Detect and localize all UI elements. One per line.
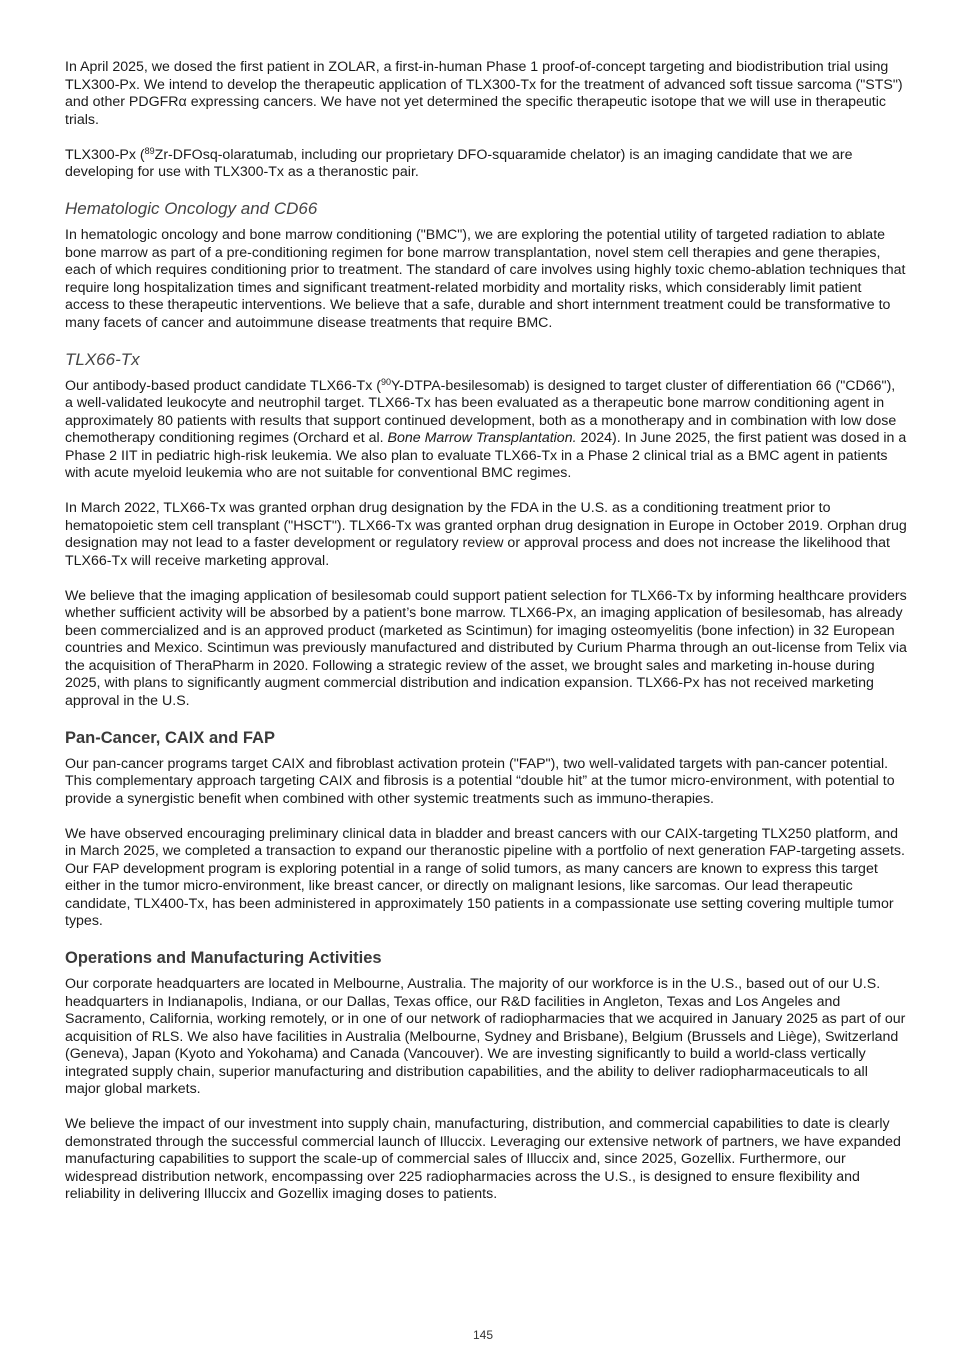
paragraph-pan-cancer: Our pan-cancer programs target CAIX and fibroblast activation protein ("FAP"), two well-validated targets with pan-cancer potential. This complementary approach targeting CAIX and fibrosis is a potential “double hit” at the tumor micro-environment, with potential to provide a synergistic benefit when combined with other systemic treatments such as immuno-therapies. [65, 755, 895, 807]
paragraph-besilesomab: We believe that the imaging application of besilesomab could support patient selection for TLX66-Tx by informing healthcare providers whether sufficient activity will be absorbed by a patient’s bone marrow. TLX66-Px, an imaging application of besilesomab, has already been commercialized and is an approved product (marketed as Scintimun) for imaging osteomyelitis (bone infection) in 32 European countries and Mexico. Scintimun was previously manufactured and distributed by Curium Pharma through an out-license from Telix via the acquisition of TheraPharm in 2020. Following a strategic review of the asset, we brought sales and marketing in-house during 2025, with plans to significantly augment commercial distribution and indication expansion. TLX66-Px has not received marketing approval in the U.S. [65, 587, 907, 709]
paragraph-fap: We have observed encouraging preliminary clinical data in bladder and breast cancers with our CAIX-targeting TLX250 platform, and in March 2025, we completed a transaction to expand our theranostic pipeline with a portfolio of next generation FAP-targeting assets. Our FAP development program is exploring potential in a range of solid tumors, as many cancers are known to express this target either in the tumor micro-environment, like breast cancer, or directly on malignant lesions, like sarcomas. Our lead therapeutic candidate, TLX400-Tx, has been administered in approximately 150 patients in a compassionate use setting covering multiple tumor types. [65, 825, 905, 929]
text: TLX300-Px ( [65, 146, 145, 163]
paragraph-headquarters: Our corporate headquarters are located in Melbourne, Australia. The majority of our workforce is in the U.S., based out of our U.S. headquarters in Indianapolis, Indiana, or our Dallas, Texas office, our R&D facilities in Angleton, Texas and Los Angeles and Sacramento, California, working remotely, or in one of our network of radiopharmacies that we acquired in January 2025 as part of our acquisition of RLS. We also have facilities in Australia (Melbourne, Sydney and Brisbane), Belgium (Brussels and Liège), Switzerland (Geneva), Japan (Kyoto and Yokohama) and Canada (Vancouver). We are investing significantly to build a world-class vertically integrated supply chain, superior manufacturing and distribution capabilities, and the ability to deliver radiopharmaceuticals to all major global markets. [65, 976, 906, 1097]
citation-journal: Bone Marrow Transplantation. [387, 430, 577, 446]
paragraph-bmc: In hematologic oncology and bone marrow conditioning ("BMC"), we are exploring the potential utility of targeted radiation to ablate bone marrow as part of a pre-conditioning regimen for bone marrow transplantation, novel stem cell therapies and gene therapies, each of which requires conditioning prior to treatment. The standard of care involves using highly toxic chemo-ablation techniques that require long hospitalization times and significant treatment-related morbidity and mortality risks, which considerably limit patient access to these therapeutic interventions. We believe that a safe, durable and short internment treatment could be transformative to many facets of cancer and autoimmune disease treatments that require BMC. [65, 227, 906, 331]
paragraph-tlx300-px [65, 147, 907, 182]
page-number: 145 [472, 1328, 494, 1342]
heading-operations: Operations and Manufacturing Activities [65, 949, 382, 967]
text: Our antibody-based product candidate TLX66-Tx ( [65, 377, 381, 394]
paragraph-supply-chain: We believe the impact of our investment into supply chain, manufacturing, distribution, and commercial capabilities to date is clearly demonstrated through the successful commercial launch of Illuccix. Leveraging our extensive network of partners, we have expanded manufacturing capabilities to support the scale-up of commercial sales of Illuccix and, since 2025, Gozellix. Furthermore, our widespread distribution network, encompassing over 225 radiopharmacies across the U.S., is designed to ensure flexibility and reliability in delivering Illuccix and Gozellix imaging doses to patients. [65, 1116, 901, 1202]
heading-pan-cancer: Pan-Cancer, CAIX and FAP [65, 728, 275, 747]
page-content [65, 59, 907, 1221]
superscript: 89 [144, 145, 155, 156]
paragraph-orphan-drug: In March 2022, TLX66-Tx was granted orphan drug designation by the FDA in the U.S. as a conditioning treatment prior to hematopoietic stem cell transplant ("HSCT"). TLX66-Tx was granted orphan drug designation in Europe in October 2019. Orphan drug designation may not lead to a faster development or regulatory review or approval process and does not increase the likelihood that TLX66-Tx will receive marketing approval. [65, 500, 907, 569]
heading-hematologic-oncology: Hematologic Oncology and CD66 [65, 199, 318, 218]
paragraph-tlx66-tx [65, 378, 907, 483]
text: Y-DTPA-besilesomab) is designed to target cluster of differentiation 66 ("CD66"), a well-validated leukocyte and neutrophil target. TLX66-Tx has been evaluated as a therapeutic bone marrow conditioning agent in approximately 80 patients with results that support continued development, both as a monotherapy and in combination with low dose chemotherapy conditioning regimes (Orchard et al. [65, 377, 897, 446]
superscript: 90 [380, 376, 391, 387]
paragraph-zolar: In April 2025, we dosed the first patient in ZOLAR, a first-in-human Phase 1 proof-of-concept targeting and biodistribution trial using TLX300-Px. We intend to develop the therapeutic application of TLX300-Tx for the treatment of advanced soft tissue sarcoma ("STS") and other PDGFRα expressing cancers. We have not yet determined the specific therapeutic isotope that we will use in therapeutic trials. [65, 59, 903, 128]
heading-tlx66-tx: TLX66-Tx [65, 349, 140, 369]
text: Zr-DFOsq-olaratumab, including our proprietary DFO-squaramide chelator) is an imaging candidate that we are developing for use with TLX300-Tx as a theranostic pair. [65, 146, 853, 180]
text: 2024). In June 2025, the first patient was dosed in a Phase 2 IIT in pediatric high-risk leukemia. We also plan to evaluate TLX66-Tx in a Phase 2 clinical trial as a BMC agent in patients with acute myeloid leukemia who are not suitable for conventional BMC regimes. [65, 430, 907, 481]
